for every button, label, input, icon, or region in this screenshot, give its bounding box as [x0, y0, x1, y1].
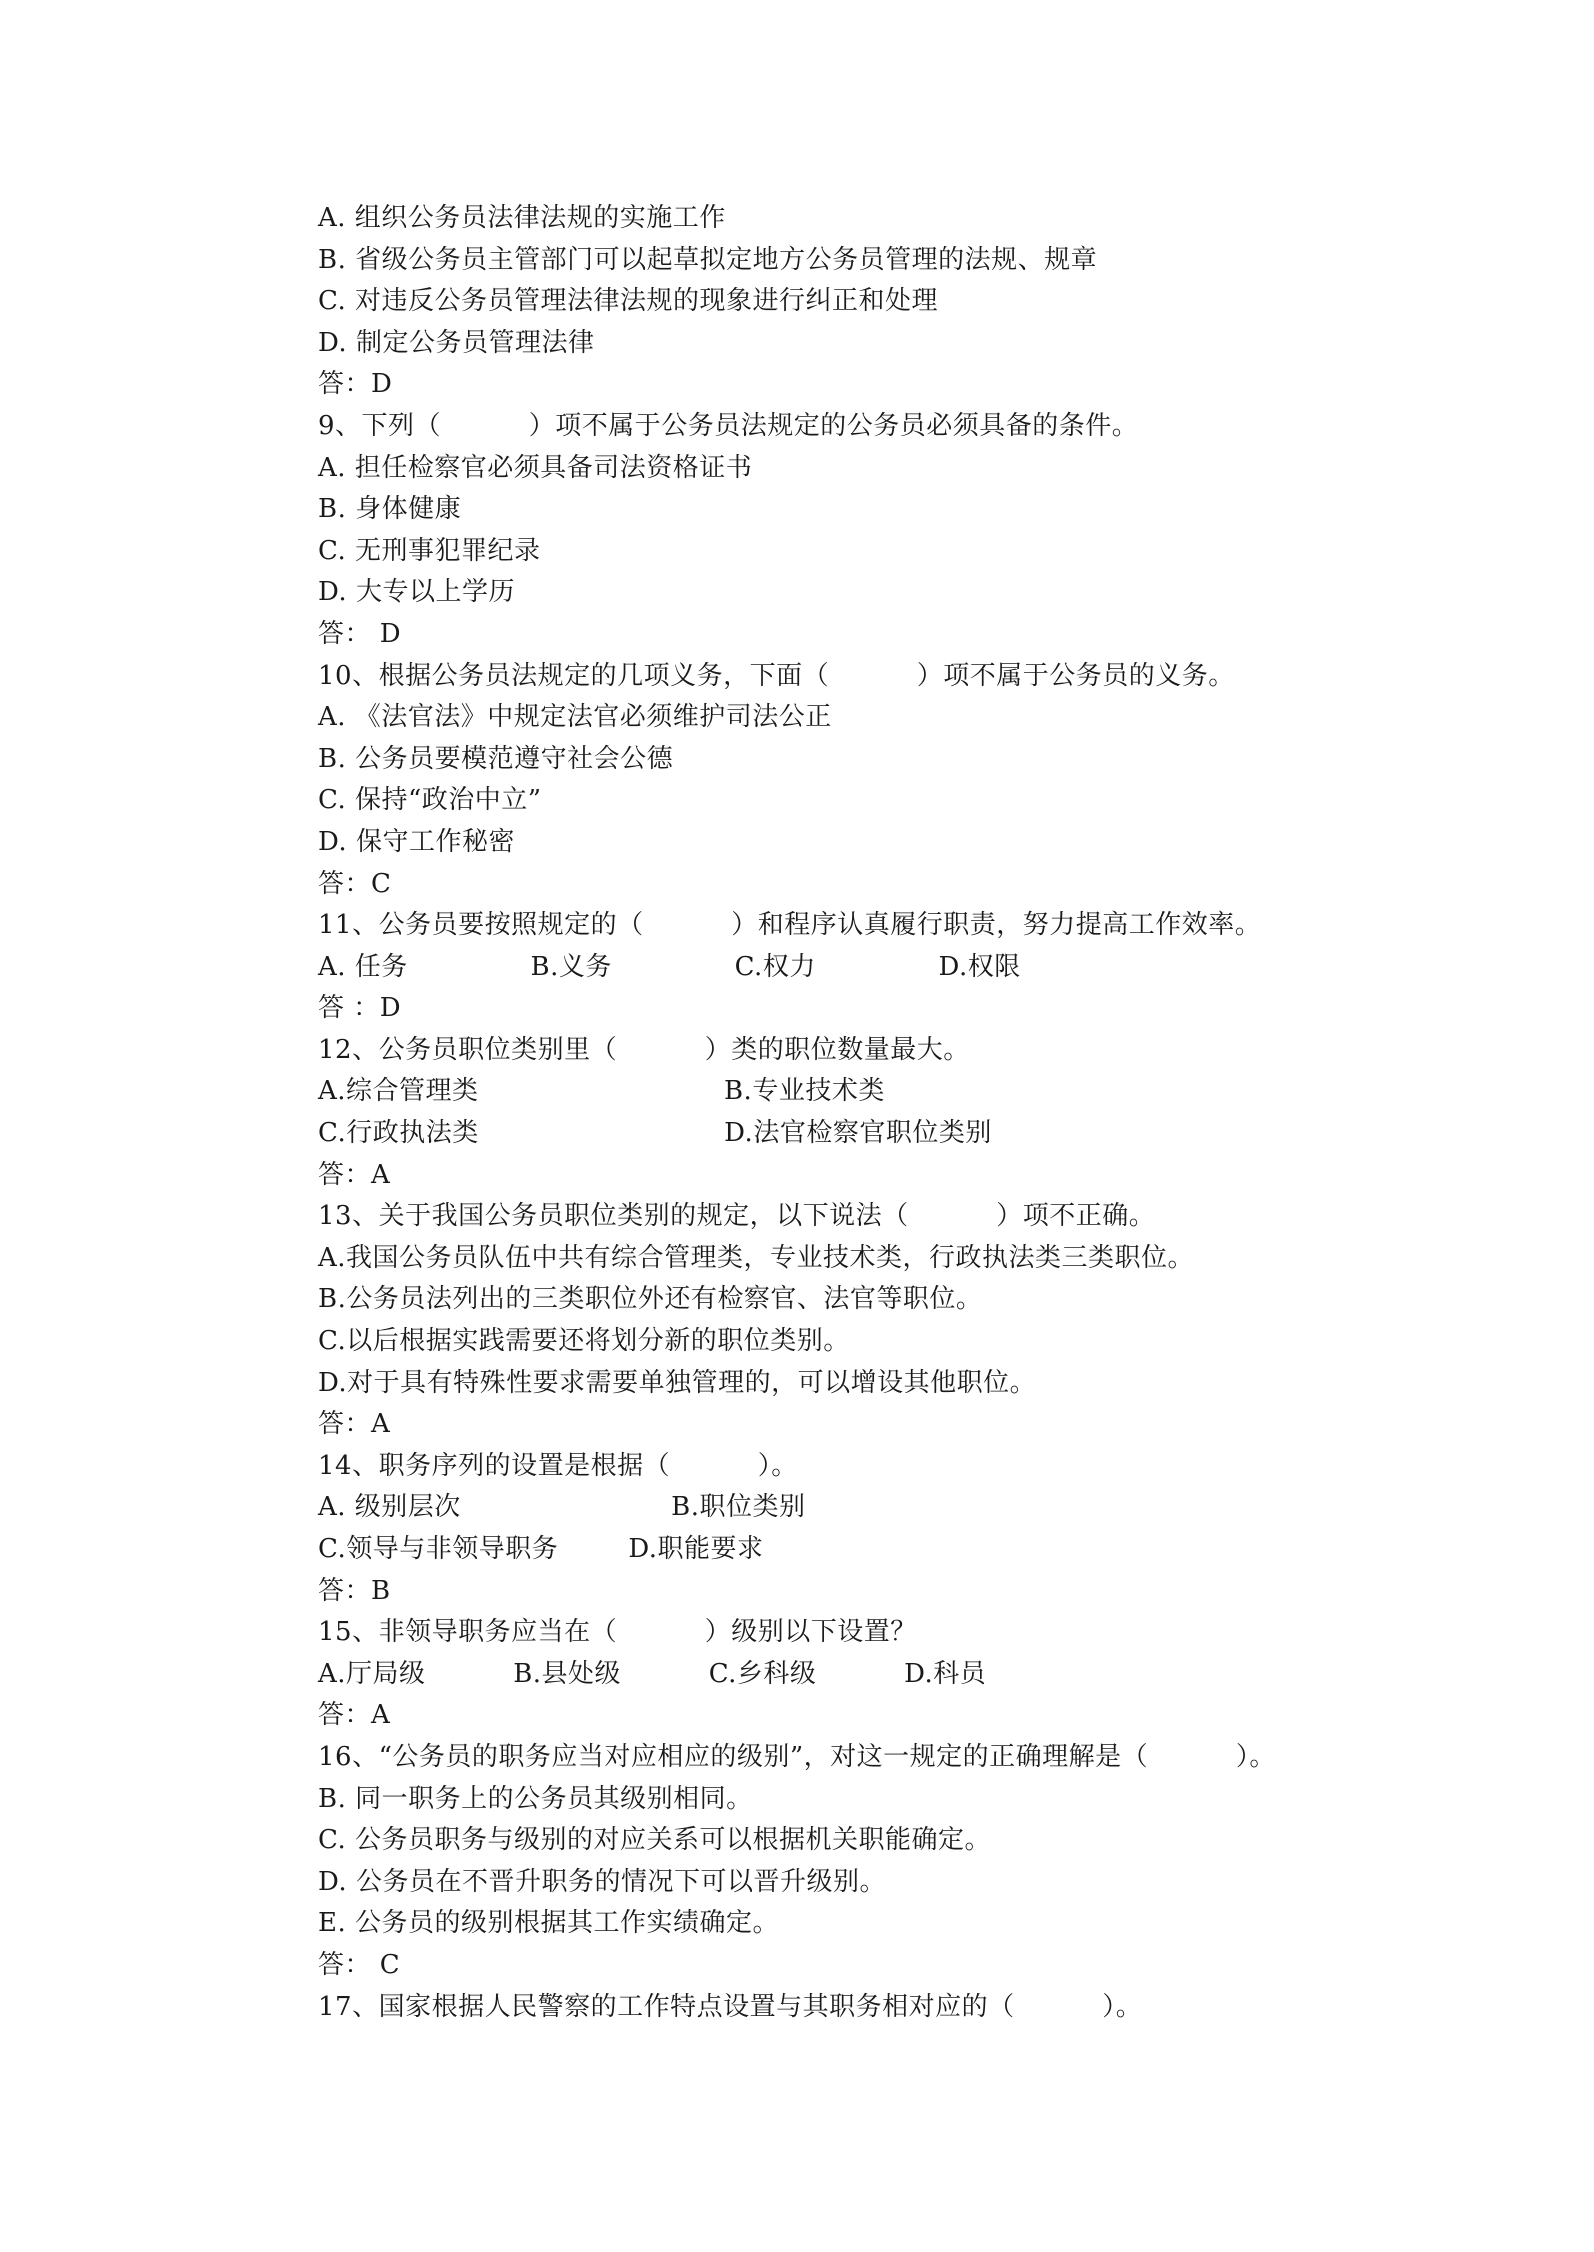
text-line: B. 同一职务上的公务员其级别相同。 — [318, 1783, 753, 1814]
text-line: B.公务员法列出的三类职位外还有检察官、法官等职位。 — [318, 1284, 983, 1315]
text-line: C.行政执法类 D.法官检察官职位类别 — [318, 1118, 992, 1149]
text-line: D. 大专以上学历 — [318, 577, 515, 608]
text-line: A.综合管理类 B.专业技术类 — [318, 1076, 885, 1107]
text-line: A. 任务 B.义务 C.权力 D.权限 — [318, 951, 1021, 982]
text-line: E. 公务员的级别根据其工作实绩确定。 — [318, 1908, 780, 1939]
text-line: 11、公务员要按照规定的（ ）和程序认真履行职责，努力提高工作效率。 — [318, 910, 1262, 941]
text-line: C. 公务员职务与级别的对应关系可以根据机关职能确定。 — [318, 1825, 991, 1856]
text-line: B. 公务员要模范遵守社会公德 — [318, 743, 674, 774]
text-line: 答：A — [318, 1700, 391, 1731]
text-line: B. 省级公务员主管部门可以起草拟定地方公务员管理的法规、规章 — [318, 244, 1098, 275]
text-line: 15、非领导职务应当在（ ）级别以下设置？ — [318, 1617, 917, 1648]
text-line: C.领导与非领导职务 D.职能要求 — [318, 1534, 764, 1564]
text-line: 答 ：D — [318, 993, 402, 1024]
text-line: D.对于具有特殊性要求需要单独管理的，可以增设其他职位。 — [318, 1367, 1037, 1398]
text-line: 答：C — [318, 868, 392, 899]
text-line: A.我国公务员队伍中共有综合管理类，专业技术类，行政执法类三类职位。 — [318, 1242, 1195, 1273]
text-line: 答：D — [318, 369, 393, 400]
text-line: 答：A — [318, 1159, 391, 1190]
text-line: 12、公务员职位类别里（ ）类的职位数量最大。 — [318, 1034, 970, 1065]
text-line: A. 级别层次 B.职位类别 — [318, 1492, 806, 1523]
text-line: C. 对违反公务员管理法律法规的现象进行纠正和处理 — [318, 286, 938, 317]
text-line: 答：A — [318, 1409, 391, 1440]
text-line: D. 公务员在不晋升职务的情况下可以晋升级别。 — [318, 1866, 886, 1897]
text-line: 答： D — [318, 618, 402, 649]
text-line: 17、国家根据人民警察的工作特点设置与其职务相对应的（ ）。 — [318, 1991, 1143, 2022]
text-line: A. 担任检察官必须具备司法资格证书 — [318, 452, 753, 483]
text-line: 9、下列（ ）项不属于公务员法规定的公务员必须具备的条件。 — [318, 410, 1139, 441]
text-line: 答： C — [318, 1949, 401, 1980]
text-line: 16、“公务员的职务应当对应相应的级别”，对这一规定的正确理解是（ ）。 — [318, 1741, 1276, 1772]
text-line: A.厅局级 B.县处级 C.乡科级 D.科员 — [318, 1658, 987, 1689]
document-body — [318, 198, 1318, 2028]
text-line: D. 制定公务员管理法律 — [318, 327, 595, 358]
text-line: B. 身体健康 — [318, 494, 462, 525]
text-line: C. 无刑事犯罪纪录 — [318, 535, 541, 566]
text-line: 14、职务序列的设置是根据（ ）。 — [318, 1450, 798, 1481]
text-line: A. 《法官法》中规定法官必须维护司法公正 — [318, 702, 832, 733]
text-line: A. 组织公务员法律法规的实施工作 — [318, 203, 726, 233]
text-line: C. 保持“政治中立” — [318, 785, 542, 816]
text-line: 答：B — [318, 1575, 391, 1606]
text-line: C.以后根据实践需要还将划分新的职位类别。 — [318, 1326, 850, 1357]
text-line: 10、根据公务员法规定的几项义务，下面（ ）项不属于公务员的义务。 — [318, 660, 1235, 691]
text-line: D. 保守工作秘密 — [318, 826, 515, 857]
text-line: 13、关于我国公务员职位类别的规定，以下说法（ ）项不正确。 — [318, 1201, 1156, 1232]
